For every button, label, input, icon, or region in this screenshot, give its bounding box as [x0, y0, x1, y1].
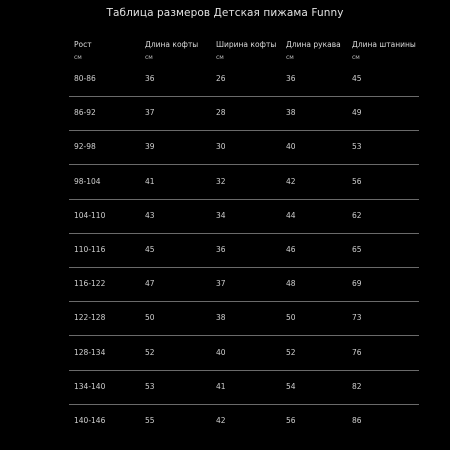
table-cell: 42 — [216, 416, 226, 425]
table-cell: 62 — [352, 210, 362, 220]
table-row — [69, 68, 419, 97]
table-cell: 54 — [286, 381, 296, 391]
column-header-top-width — [216, 40, 276, 63]
column-header-top-length — [145, 40, 198, 63]
column-header-unit: см — [74, 54, 82, 61]
table-cell: 36 — [216, 245, 226, 254]
table-cell: 28 — [216, 108, 226, 118]
table-cell: 55 — [145, 416, 155, 425]
column-header-label: Длина штанины — [352, 40, 416, 49]
table-cell: 86 — [352, 416, 362, 425]
table-cell: 116-122 — [74, 279, 106, 289]
table-row — [69, 171, 419, 200]
table-cell: 110-116 — [74, 245, 106, 254]
table-cell: 41 — [216, 381, 226, 391]
table-cell: 37 — [145, 108, 155, 118]
table-cell: 98-104 — [74, 176, 101, 186]
table-cell: 47 — [145, 279, 155, 289]
table-cell: 49 — [352, 108, 362, 118]
table-row — [69, 307, 419, 336]
table-cell: 46 — [286, 245, 296, 254]
table-cell: 140-146 — [74, 416, 106, 425]
table-cell: 76 — [352, 347, 362, 357]
table-cell: 92-98 — [74, 142, 96, 152]
table-row — [69, 342, 419, 371]
table-cell: 82 — [352, 381, 362, 391]
table-cell: 69 — [352, 279, 362, 289]
table-cell: 40 — [216, 347, 226, 357]
table-cell: 80-86 — [74, 74, 96, 83]
table-row — [69, 205, 419, 234]
column-header-unit: см — [352, 54, 360, 61]
table-row — [69, 410, 419, 438]
table-cell: 26 — [216, 74, 226, 83]
column-header-unit: см — [145, 54, 153, 61]
table-cell: 134-140 — [74, 381, 106, 391]
table-cell: 44 — [286, 210, 296, 220]
table-cell: 56 — [286, 416, 296, 425]
table-cell: 45 — [352, 74, 362, 83]
table-cell: 36 — [286, 74, 296, 83]
column-header-leg-length — [352, 40, 416, 63]
table-cell: 41 — [145, 176, 155, 186]
table-row — [69, 376, 419, 405]
column-header-label: Длина рукава — [286, 40, 341, 49]
column-header-label: Длина кофты — [145, 40, 199, 49]
table-cell: 50 — [145, 313, 155, 323]
table-cell: 104-110 — [74, 210, 106, 220]
table-row — [69, 239, 419, 268]
column-header-label: Ширина кофты — [216, 40, 277, 49]
table-cell: 32 — [216, 176, 226, 186]
table-cell: 30 — [216, 142, 226, 152]
column-header-label: Рост — [74, 40, 92, 49]
table-cell: 52 — [145, 347, 155, 357]
table-cell: 42 — [286, 176, 296, 186]
table-cell: 43 — [145, 210, 155, 220]
column-header-sleeve-length — [286, 40, 341, 63]
page-title: Таблица размеров Детская пижама Funny — [106, 7, 344, 19]
table-cell: 34 — [216, 210, 226, 220]
table-cell: 52 — [286, 347, 296, 357]
table-cell: 56 — [352, 176, 362, 186]
table-row — [69, 102, 419, 131]
table-cell: 37 — [216, 279, 226, 289]
table-cell: 53 — [145, 381, 155, 391]
table-row — [69, 136, 419, 165]
table-cell: 48 — [286, 279, 296, 289]
table-cell: 65 — [352, 245, 362, 254]
column-header-unit: см — [286, 54, 294, 61]
table-cell: 128-134 — [74, 347, 106, 357]
table-cell: 53 — [352, 142, 362, 152]
table-cell: 50 — [286, 313, 296, 323]
column-header-height — [74, 40, 92, 63]
table-cell: 36 — [145, 74, 155, 83]
column-header-unit: см — [216, 54, 224, 61]
table-cell: 38 — [286, 108, 296, 118]
table-cell: 86-92 — [74, 108, 96, 118]
table-cell: 73 — [352, 313, 362, 323]
table-cell: 45 — [145, 245, 155, 254]
table-cell: 40 — [286, 142, 296, 152]
table-cell: 39 — [145, 142, 155, 152]
table-cell: 38 — [216, 313, 226, 323]
table-row — [69, 273, 419, 302]
table-cell: 122-128 — [74, 313, 106, 323]
